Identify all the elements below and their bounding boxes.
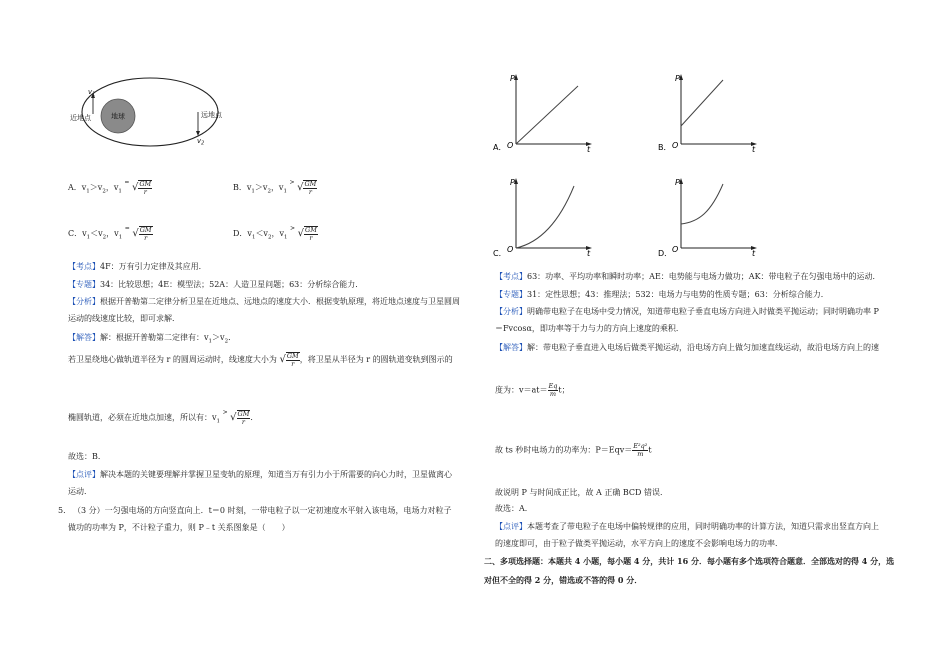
earth-label: 地球 xyxy=(111,112,125,121)
left-kaodian: 【考点】4F：万有引力定律及其应用． xyxy=(68,262,207,271)
right-fenxi-cont: ＝Fvcosα，即功率等于力与力的方向上速度的乘积． xyxy=(495,324,684,333)
right-answer: 故选：A． xyxy=(495,504,533,513)
orbit-diagram xyxy=(60,70,235,150)
right-power-line: 故 ts 秒时电场力的功率为：P＝Eqv＝ $\frac{\text{E²q²}}{m}$ t xyxy=(495,442,652,458)
v1-label: $v_1$ xyxy=(88,88,96,98)
section-heading-cont: 对但不全的得 2 分，错选或不答的得 0 分． xyxy=(484,575,643,585)
near-point-label: 近地点 xyxy=(70,114,91,122)
q5-stem-cont: 做功的功率为 P，不计粒子重力，则 P﹣t 关系图象是（ ） xyxy=(68,523,290,532)
q5-stem: （3 分）一匀强电场的方向竖直向上．t＝0 时刻，一带电粒子以一定初速度水平射入该电场，电场力对粒子 xyxy=(73,506,452,515)
graph-b-line xyxy=(681,80,723,126)
sqrt-icon: √ xyxy=(131,182,139,193)
sqrt-icon: √ xyxy=(297,182,304,193)
svg-text:O: O xyxy=(507,141,514,150)
right-zhuanti: 【专题】31：定性思想；43：推理法；532：电场力与电势的性质专题；63：分析综合能力． xyxy=(495,290,829,299)
svg-text:P: P xyxy=(675,178,680,187)
left-zhuanti: 【专题】34：比较思想；4E：模型法；52A：人造卫星问题；63：分析综合能力． xyxy=(68,280,364,289)
left-dianping-cont: 运动． xyxy=(68,487,92,496)
svg-text:P: P xyxy=(510,74,515,83)
svg-text:t: t xyxy=(752,249,756,258)
graph-d xyxy=(655,174,765,260)
graph-a xyxy=(490,70,600,156)
svg-text:O: O xyxy=(672,141,679,150)
svg-text:t: t xyxy=(752,145,756,154)
graph-b xyxy=(655,70,765,156)
svg-text:P: P xyxy=(510,178,515,187)
right-dianping: 【点评】本题考查了带电粒子在电场中偏转规律的应用，同时明确功率的计算方法，知道只需求出竖直方向上 xyxy=(495,522,879,531)
svg-text:P: P xyxy=(675,74,680,83)
option-c: C．$v_1<v_2$，$v_1$ = √ $\frac{GM}{r}$ xyxy=(68,225,152,242)
right-dianping-cont: 的速度即可，由于粒子做类平抛运动，水平方向上的速度不会影响电场力的功率． xyxy=(495,539,783,548)
right-fenxi: 【分析】明确带电粒子在电场中受力情况，知道带电粒子垂直电场方向进入时做类平抛运动；同时明确功率 P xyxy=(495,307,879,316)
v2-label: $v_2$ xyxy=(197,137,205,147)
graph-a-line xyxy=(516,86,578,144)
svg-text:t: t xyxy=(587,145,591,154)
sqrt-icon: √ xyxy=(279,354,286,365)
svg-text:A．: A． xyxy=(493,143,507,152)
section-heading: 二、多项选择题：本题共 4 小题，每小题 4 分，共计 16 分．每小题有多个选项符合题意．全部选对的得 4 分，选 xyxy=(484,556,895,566)
graph-c-curve xyxy=(516,186,574,248)
option-b: B．$v_1>v_2$，$v_1$ > √ $\frac{GM}{r}$ xyxy=(233,179,317,196)
right-kaodian: 【考点】63：功率、平均功率和瞬时功率；AE：电势能与电场力做功；AK：带电粒子在匀强电场中的运动． xyxy=(495,272,881,281)
option-a: A．$v_1>v_2$，$v_1$ = √ $\frac{GM}{r}$ xyxy=(68,179,152,196)
right-velocity-line: 度为：v＝at＝ $\frac{Eq}{m}$ t； xyxy=(495,382,570,398)
graph-c xyxy=(490,174,600,260)
sqrt-icon: √ xyxy=(132,228,139,239)
option-d: D．$v_1<v_2$，$v_1$ > √ $\frac{GM}{r}$ xyxy=(233,225,317,242)
q5-number: 5． xyxy=(58,506,72,515)
far-point-label: 远地点 xyxy=(201,111,222,119)
left-dianping: 【点评】解决本题的关键要理解并掌握卫星变轨的原理，知道当万有引力小于所需要的向心力时，卫星做离心 xyxy=(68,470,452,479)
svg-text:O: O xyxy=(672,245,679,254)
svg-text:D．: D． xyxy=(658,249,673,258)
left-fenxi: 【分析】根据开普勒第二定律分析卫星在近地点、远地点的速度大小．根据变轨原理，将近地点速度与卫星圆周 xyxy=(68,297,460,306)
left-fenxi-cont: 运动的线速度比较，即可求解． xyxy=(68,314,180,323)
graph-d-curve xyxy=(681,184,723,224)
left-accel-line: 椭圆轨道，必须在近地点加速，所以有：$v_1$ > √ $\frac{GM}{r}$ ． xyxy=(68,409,259,426)
left-circular-speed-line: 若卫星绕地心做轨道半径为 r 的圆周运动时，线速度大小为 √ $\frac{GM}{r}$ ，将卫星从半径为 r 的圆轨道变轨到图示的 xyxy=(68,352,453,368)
left-jieda: 【解答】解：根据开普勒第二定律有：$v_1>v_2$． xyxy=(68,333,237,345)
left-answer: 故选：B． xyxy=(68,452,106,461)
svg-text:B．: B． xyxy=(658,143,672,152)
right-jieda: 【解答】解：带电粒子垂直进入电场后做类平抛运动，沿电场方向上做匀加速直线运动，故沿电场方向上的速 xyxy=(495,343,879,352)
svg-text:C．: C． xyxy=(493,249,507,258)
svg-text:O: O xyxy=(507,245,514,254)
svg-text:t: t xyxy=(587,249,591,258)
right-conclusion: 故说明 P 与时间成正比，故 A 正确 BCD 错误． xyxy=(495,488,668,497)
sqrt-icon: √ xyxy=(230,412,237,423)
sqrt-icon: √ xyxy=(297,228,304,239)
